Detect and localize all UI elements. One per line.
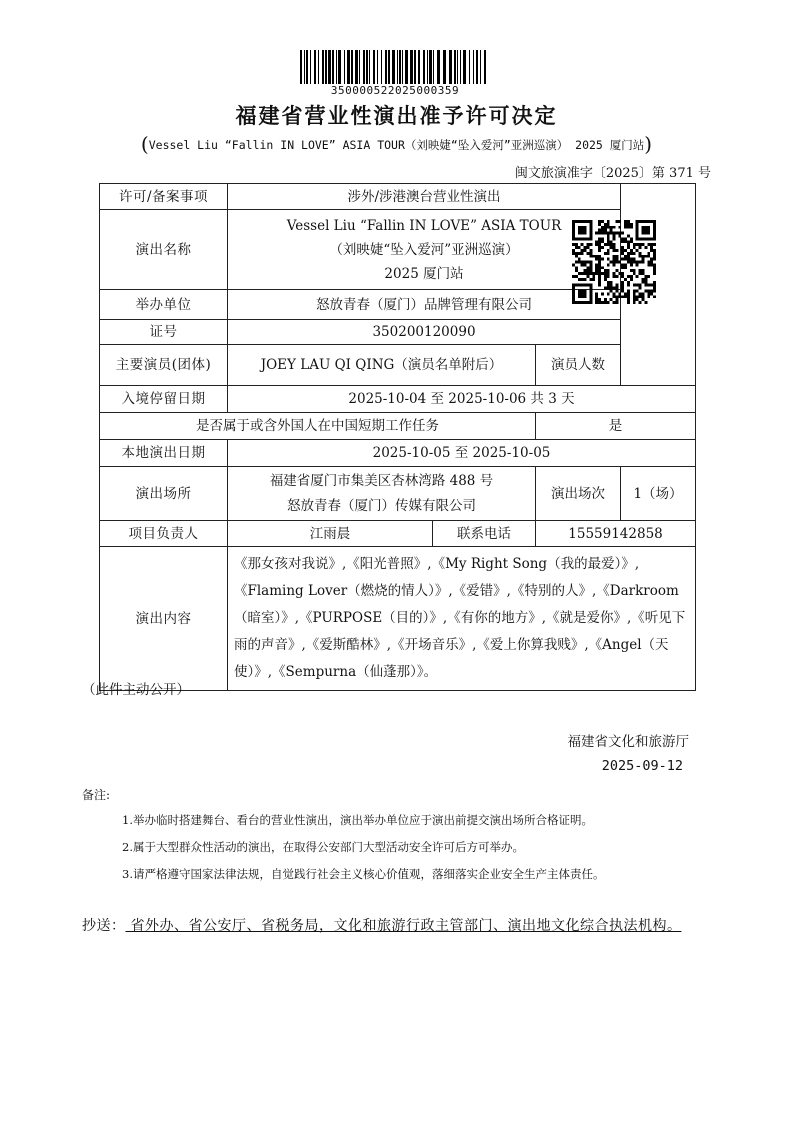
public-note: （此件主动公开） [82, 682, 190, 698]
subtitle-open-paren: ( [140, 132, 149, 156]
show-name-label: 演出名称 [100, 210, 228, 290]
performer-count-label: 演员人数 [536, 345, 621, 386]
show-name-line2: （刘映婕“坠入爱河”亚洲巡演） [329, 241, 519, 258]
notes-title: 备注: [82, 788, 111, 802]
subtitle-text: Vessel Liu “Fallin IN LOVE” ASIA TOUR（刘映婕“坠入爱河”亚洲巡演） 2025 厦门站 [148, 138, 645, 152]
manager-value: 江雨晨 [228, 521, 433, 547]
note-item: 1.举办临时搭建舞台、看台的营业性演出，演出举办单位应于演出前提交演出场所合格证明。 [122, 813, 593, 827]
sessions-label: 演出场次 [536, 467, 621, 521]
local-date-value: 2025-10-05 至 2025-10-05 [228, 440, 696, 467]
license-type-label: 许可/备案事项 [100, 184, 228, 210]
license-type-value: 涉外/涉港澳台营业性演出 [228, 184, 621, 210]
phone-value: 15559142858 [536, 521, 696, 547]
content-label: 演出内容 [100, 547, 228, 691]
qr-code-icon [572, 220, 656, 304]
cert-value: 350200120090 [228, 320, 621, 345]
barcode [300, 50, 490, 84]
performer-label: 主要演员(团体) [100, 345, 228, 386]
venue-label: 演出场所 [100, 467, 228, 521]
show-name-value [228, 210, 621, 290]
foreign-work-label: 是否属于或含外国人在中国短期工作任务 [100, 413, 536, 440]
cert-label: 证号 [100, 320, 228, 345]
content-value: 《那女孩对我说》,《阳光普照》,《My Right Song（我的最爱）》,《Flaming Lover（燃烧的情人）》,《爱错》,《特别的人》,《Darkroom（暗室）》,《PURPOSE（目的）》,《有你的地方》,《就是爱你》,《听见下雨的声音》,《爱斯酷林》,《开场音乐》,《爱上你算我贱》,《Angel（天使）》,《Sempurna（仙蓬那）》。 [228, 547, 696, 691]
document-subtitle [0, 132, 793, 156]
document-number: 闽文旅演准字〔2025〕第 371 号 [514, 166, 711, 181]
venue-line1: 福建省厦门市集美区杏林湾路 488 号 [269, 472, 494, 489]
local-date-label: 本地演出日期 [100, 440, 228, 467]
subtitle-close-paren: ) [644, 132, 653, 156]
cc-line [82, 914, 722, 939]
stay-label: 入境停留日期 [100, 386, 228, 413]
document-title: 福建省营业性演出准予许可决定 [235, 103, 558, 128]
performer-value: JOEY LAU QI QING（演员名单附后） [228, 345, 536, 386]
venue-line2: 怒放青春（厦门）传媒有限公司 [287, 497, 476, 514]
barcode-number: 350000522025000359 [330, 84, 460, 97]
foreign-work-value: 是 [536, 413, 696, 440]
venue-value [228, 467, 536, 521]
cc-label: 抄送： [82, 918, 126, 934]
show-name-line1: Vessel Liu “Fallin IN LOVE” ASIA TOUR [286, 217, 562, 234]
issue-date: 2025-09-12 [601, 758, 683, 774]
cc-recipients: 省外办、省公安厅、省税务局，文化和旅游行政主管部门、演出地文化综合执法机构。 [125, 918, 682, 934]
sessions-value: 1（场） [621, 467, 696, 521]
notes-list [122, 812, 722, 893]
show-name-line3: 2025 厦门站 [384, 265, 464, 282]
organizer-value: 怒放青春（厦门）品牌管理有限公司 [228, 290, 621, 320]
phone-label: 联系电话 [433, 521, 536, 547]
note-item: 2.属于大型群众性活动的演出，在取得公安部门大型活动安全许可后方可举办。 [122, 840, 524, 854]
manager-label: 项目负责人 [100, 521, 228, 547]
stay-value: 2025-10-04 至 2025-10-06 共 3 天 [228, 386, 696, 413]
issuer: 福建省文化和旅游厅 [567, 734, 689, 750]
organizer-label: 举办单位 [100, 290, 228, 320]
note-item: 3.请严格遵守国家法律法规，自觉践行社会主义核心价值观，落细落实企业安全生产主体责任。 [122, 867, 605, 881]
